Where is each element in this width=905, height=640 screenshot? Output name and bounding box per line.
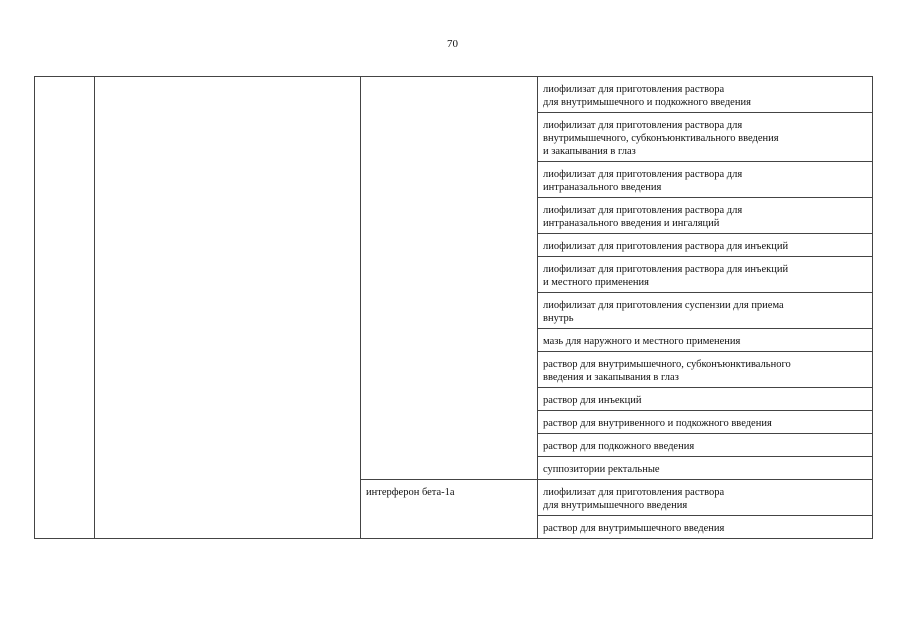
dosage-form-cell: раствор для внутримышечного, субконъюнктивального введения и закапывания в глаз bbox=[538, 352, 873, 388]
dosage-form-cell: лиофилизат для приготовления раствора для внутримышечного и подкожного введения bbox=[538, 77, 873, 113]
dosage-form-cell: лиофилизат для приготовления раствора для внутримышечного, субконъюнктивального введения и закапывания в глаз bbox=[538, 113, 873, 162]
dosage-form-cell: раствор для инъекций bbox=[538, 388, 873, 411]
dosage-form-cell: лиофилизат для приготовления суспензии для приема внутрь bbox=[538, 293, 873, 329]
drug-name-cell: интерферон бета-1a bbox=[361, 480, 538, 539]
anatomical-group-cell bbox=[95, 77, 361, 539]
dosage-form-cell: раствор для внутримышечного введения bbox=[538, 516, 873, 539]
dosage-form-cell: раствор для подкожного введения bbox=[538, 434, 873, 457]
dosage-form-cell: лиофилизат для приготовления раствора для инъекций и местного применения bbox=[538, 257, 873, 293]
drug-name-cell bbox=[361, 77, 538, 480]
dosage-form-cell: мазь для наружного и местного применения bbox=[538, 329, 873, 352]
dosage-form-cell: суппозитории ректальные bbox=[538, 457, 873, 480]
dosage-form-cell: лиофилизат для приготовления раствора для интраназального введения и ингаляций bbox=[538, 198, 873, 234]
drug-table bbox=[34, 76, 873, 539]
dosage-form-cell: лиофилизат для приготовления раствора для интраназального введения bbox=[538, 162, 873, 198]
dosage-form-cell: лиофилизат для приготовления раствора для внутримышечного введения bbox=[538, 480, 873, 516]
table-row bbox=[35, 77, 873, 113]
page-number: 70 bbox=[447, 38, 458, 50]
dosage-form-cell: раствор для внутривенного и подкожного введения bbox=[538, 411, 873, 434]
dosage-form-cell: лиофилизат для приготовления раствора для инъекций bbox=[538, 234, 873, 257]
atc-code-cell bbox=[35, 77, 95, 539]
